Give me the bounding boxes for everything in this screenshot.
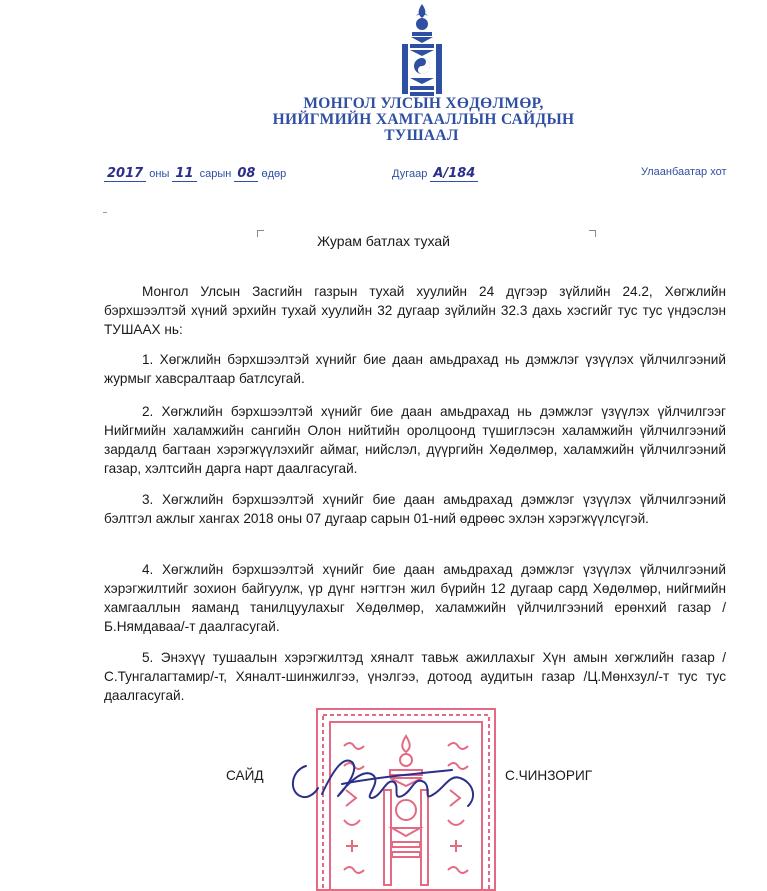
ministry-title-line2: НИЙГМИЙН ХАМГААЛЛЫН САЙДЫН xyxy=(272,111,575,128)
order-item-1: 1. Хөгжлийн бэрхшээлтэй хүнийг бие даан амьдрахад нь дэмжлэг үзүүлэх үйлчилгээний журмыг хавсралтаар батлсугай. xyxy=(104,352,726,386)
date-day-label: өдөр xyxy=(261,168,287,180)
margin-mark xyxy=(103,212,107,213)
date-day: 08 xyxy=(234,166,258,182)
document-subject: Журам батлах тухай xyxy=(317,233,450,249)
ministry-title-line1: МОНГОЛ УЛСЫН ХӨДӨЛМӨР, xyxy=(303,95,544,112)
state-emblem-soyombo-icon xyxy=(400,2,444,98)
order-number xyxy=(392,166,478,181)
document-type-title: ТУШААЛ xyxy=(384,127,459,144)
issue-date xyxy=(104,166,286,181)
signer-title: САЙД xyxy=(226,768,264,783)
issue-city: Улаанбаатар хот xyxy=(641,166,727,178)
order-item-3: 3. Хөгжлийн бэрхшээлтэй хүнийг бие даан амьдрахад дэмжлэг үзүүлэх үйлчилгээний бэлтгэл ажлыг хангах 2018 оны 07 дугаар сарын 01-ний өдрөөс эхлэн хэрэгжүүлсүгэй. xyxy=(104,492,726,526)
intro-paragraph: Монгол Улсын Засгийн газрын тухай хуулийн 24 дүгээр зүйлийн 24.2, Хөгжлийн бэрхшээлтэй хүний эрхийн тухай хуулийн 32 дугаар зүйлийн 32.3 дахь хэсгийг тус тус үндэслэн ТУШААХ нь: xyxy=(104,284,726,337)
order-item-5: 5. Энэхүү тушаалын хэрэгжилтэд хяналт тавьж ажиллахыг Хүн амын хөгжлийн газар /С.Тунгалагтамир/-т, Хяналт-шинжилгээ, үнэлгээ, дотоод аудитын газар /Ц.Мөнхзул/-т тус тус даалгасугай. xyxy=(104,650,726,703)
date-month: 11 xyxy=(172,166,196,182)
order-item-2: 2. Хөгжлийн бэрхшээлтэй хүнийг бие даан амьдрахад нь дэмжлэг үзүүлэх үйлчилгээг Нийгмийн халамжийн сангийн Олон нийтийн оролцоонд түшиглэсэн халамжийн үйлчилгээний зардалд багтаан хэрэгжүүлэхийг аймаг, нийслэл, дүүргийн Хөдөлмөр, халамжийн үйлчилгээний газар, хэлтсийн дарга нарт даалгасугай. xyxy=(104,404,726,476)
date-year-label: оны xyxy=(149,168,170,180)
date-year: 2017 xyxy=(104,166,146,182)
order-number-value: А/184 xyxy=(430,166,478,182)
handwritten-signature xyxy=(282,748,502,814)
date-month-label: сарын xyxy=(199,168,232,180)
order-number-label: Дугаар xyxy=(392,168,428,180)
order-item-4: 4. Хөгжлийн бэрхшээлтэй хүнийг бие даан амьдрахад дэмжлэг үзүүлэх үйлчилгээний хэрэгжилтийг зохион байгуулж, үр дүнг нэгтгэн жил бүрийн 12 дугаар сард Хөдөлмөр, нийгмийн хамгааллын яаманд танилцуулахыг Хөдөлмөр, халамжийн үйлчилгээний ерөнхий газар /Б.Нямдаваа/-т даалгасугай. xyxy=(104,562,726,634)
signer-name: С.ЧИНЗОРИГ xyxy=(505,768,593,783)
